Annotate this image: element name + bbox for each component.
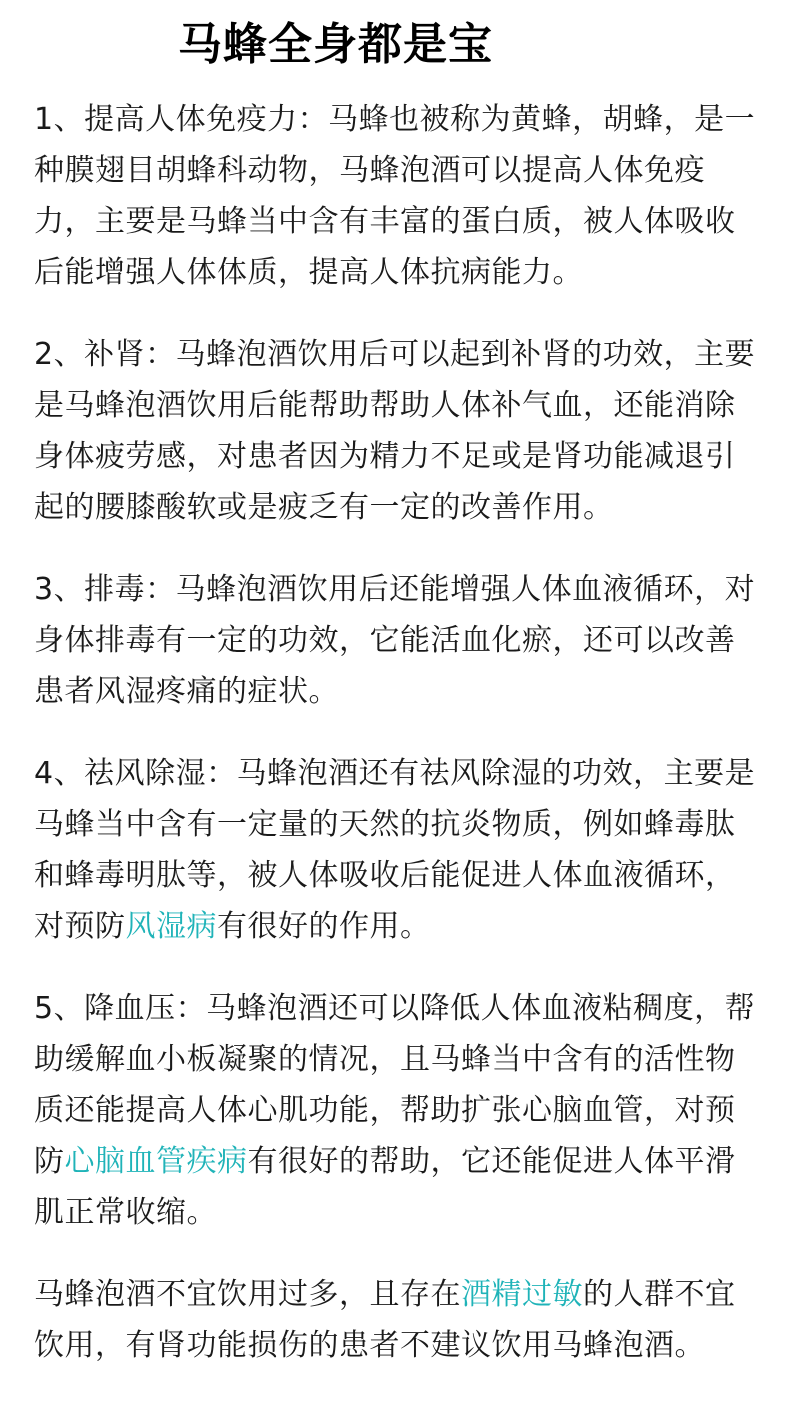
paragraph-kidney: 2、补肾：马蜂泡酒饮用后可以起到补肾的功效，主要是马蜂泡酒饮用后能帮助帮助人体补气血，还能消除身体疲劳感，对患者因为精力不足或是肾功能减退引起的腰膝酸软或是疲乏有一定的改善作用。 bbox=[34, 337, 756, 525]
paragraph-text: 5、降血压：马蜂泡酒还可以降低人体血液粘稠度，帮助缓解血小板凝聚的情况，且马蜂当中含有的活性物质还能提高人体心肌功能，帮助扩张心脑血管，对预防 bbox=[34, 991, 756, 1179]
paragraph-text: 有很好的帮助，它还能促进人体平滑肌正常收缩。 bbox=[34, 1144, 736, 1230]
paragraph-warning bbox=[34, 1269, 759, 1371]
paragraph-text: 马蜂泡酒不宜饮用过多，且存在 bbox=[34, 1277, 461, 1312]
link-alcohol-allergy[interactable]: 酒精过敏 bbox=[461, 1277, 583, 1312]
paragraph-rheumatism bbox=[34, 748, 759, 952]
page-title: 马蜂全身都是宝 bbox=[178, 19, 493, 70]
paragraph-blood-pressure bbox=[34, 983, 759, 1238]
article-page bbox=[0, 18, 789, 1408]
link-cardiovascular-disease[interactable]: 心脑血管疾病 bbox=[64, 1144, 248, 1179]
paragraph-immunity: 1、提高人体免疫力：马蜂也被称为黄蜂，胡蜂，是一种膜翅目胡蜂科动物，马蜂泡酒可以提高人体免疫力，主要是马蜂当中含有丰富的蛋白质，被人体吸收后能增强人体体质，提高人体抗病能力。 bbox=[34, 102, 756, 290]
paragraph-detox: 3、排毒：马蜂泡酒饮用后还能增强人体血液循环，对身体排毒有一定的功效，它能活血化瘀，还可以改善患者风湿疼痛的症状。 bbox=[34, 572, 756, 709]
link-rheumatism[interactable]: 风湿病 bbox=[125, 909, 217, 944]
paragraph-text: 有很好的作用。 bbox=[217, 909, 431, 944]
paragraph-text: 4、祛风除湿：马蜂泡酒还有祛风除湿的功效，主要是马蜂当中含有一定量的天然的抗炎物质，例如蜂毒肽和蜂毒明肽等，被人体吸收后能促进人体血液循环，对预防 bbox=[34, 756, 756, 944]
paragraph-text: 的人群不宜饮用，有肾功能损伤的患者不建议饮用马蜂泡酒。 bbox=[34, 1277, 736, 1363]
